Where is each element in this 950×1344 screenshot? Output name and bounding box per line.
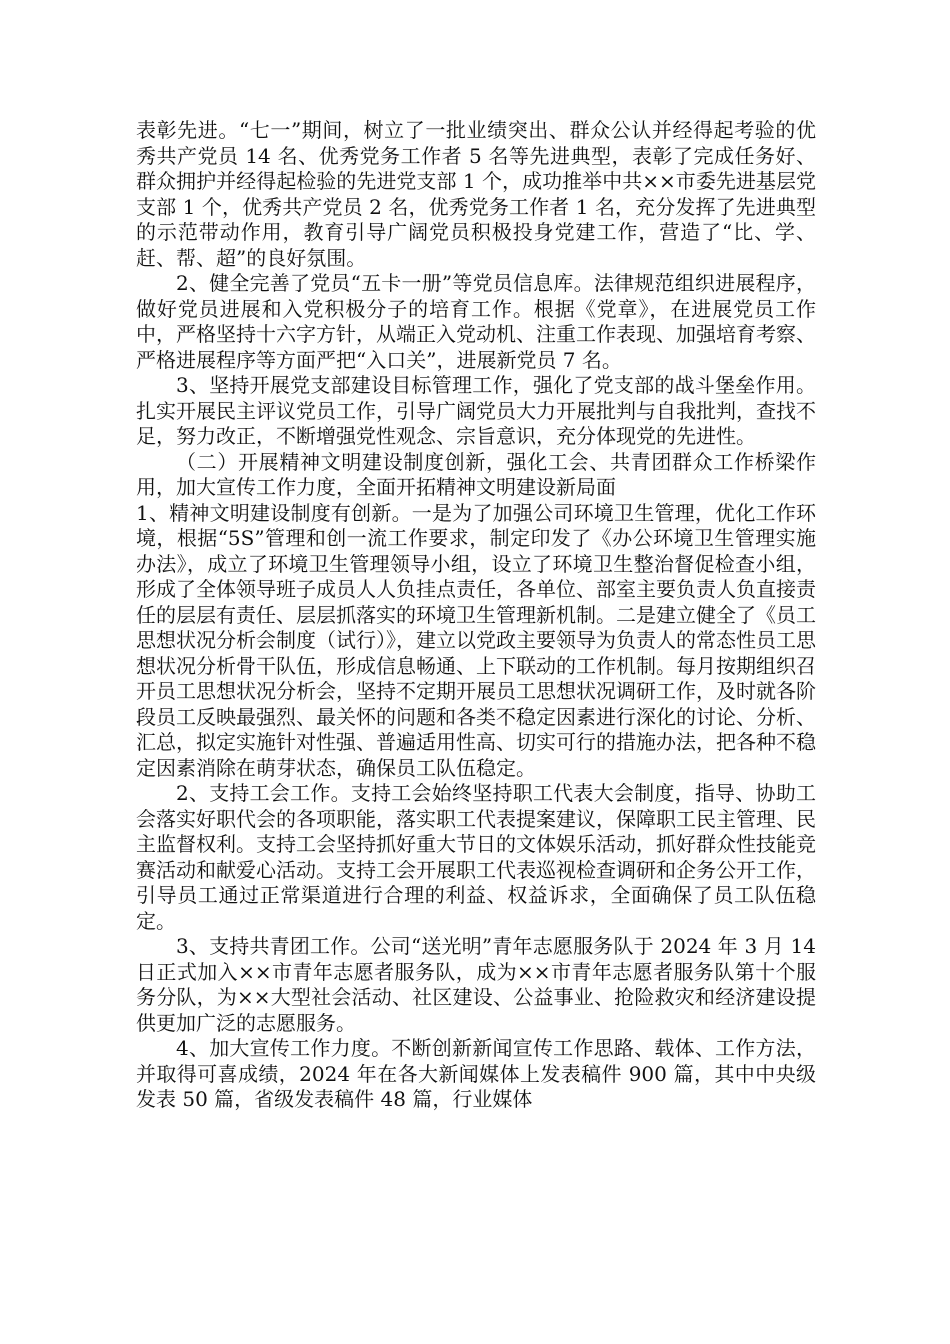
paragraph-member-database: 2、健全完善了党员“五卡一册”等党员信息库。法律规范组织进展程序，做好党员进展和入党积极分子的培育工作。根据《党章》，在进展党员工作中，严格坚持十六字方针，从端正入党动机、注重工作表现、加强培育考察、严格进展程序等方面严把“入口关”，进展新党员 7 名。: [136, 271, 816, 372]
paragraph-branch-management: 3、坚持开展党支部建设目标管理工作，强化了党支部的战斗堡垒作用。扎实开展民主评议党员工作，引导广阔党员大力开展批判与自我批判，查找不足，努力改正，不断增强党性观念、宗旨意识，充分体现党的先进性。: [136, 373, 816, 448]
paragraph-publicity-work: 4、加大宣传工作力度。不断创新新闻宣传工作思路、载体、工作方法，并取得可喜成绩，2024 年在各大新闻媒体上发表稿件 900 篇，其中中央级发表 50 篇，省级发表稿件 48 篇，行业媒体: [136, 1036, 816, 1111]
paragraph-union-support: 2、支持工会工作。支持工会始终坚持职工代表大会制度，指导、协助工会落实好职代会的各项职能，落实职工代表提案建议，保障职工民主管理、民主监督权利。支持工会坚持抓好重大节日的文体娱乐活动，抓好群众性技能竞赛活动和献爱心活动。支持工会开展职工代表巡视检查调研和企务公开工作，引导员工通过正常渠道进行合理的利益、权益诉求，全面确保了员工队伍稳定。: [136, 781, 816, 933]
paragraph-youth-league-support: 3、支持共青团工作。公司“送光明”青年志愿服务队于 2024 年 3 月 14 日正式加入××市青年志愿者服务队，成为××市青年志愿者服务队第十个服务分队，为××大型社会活动、社区建设、公益事业、抢险救灾和经济建设提供更加广泛的志愿服务。: [136, 934, 816, 1035]
section-heading-spiritual-civilization: （二）开展精神文明建设制度创新，强化工会、共青团群众工作桥梁作用，加大宣传工作力度，全面开拓精神文明建设新局面: [136, 449, 816, 499]
document-body: [136, 118, 816, 1113]
paragraph-system-innovation: 1、精神文明建设制度有创新。一是为了加强公司环境卫生管理，优化工作环境，根据“5S”管理和创一流工作要求，制定印发了《办公环境卫生管理实施办法》，成立了环境卫生管理领导小组，设立了环境卫生整治督促检查小组，形成了全体领导班子成员人人负挂点责任，各单位、部室主要负责人负直接责任的层层有责任、层层抓落实的环境卫生管理新机制。二是建立健全了《员工思想状况分析会制度（试行）》，建立以党政主要领导为负责人的常态性员工思想状况分析骨干队伍，形成信息畅通、上下联动的工作机制。每月按期组织召开员工思想状况分析会，坚持不定期开展员工思想状况调研工作，及时就各阶段员工反映最强烈、最关怀的问题和各类不稳定因素进行深化的讨论、分析、汇总，拟定实施针对性强、普遍适用性高、切实可行的措施办法，把各种不稳定因素消除在萌芽状态，确保员工队伍稳定。: [136, 500, 816, 780]
paragraph-commendation: 表彰先进。“七一”期间，树立了一批业绩突出、群众公认并经得起考验的优秀共产党员 14 名、优秀党务工作者 5 名等先进典型，表彰了完成任务好、群众拥护并经得起检验的先进党支部 1 个，成功推举中共××市委先进基层党支部 1 个，优秀共产党员 2 名，优秀党务工作者 1 名，充分发挥了先进典型的示范带动作用，教育引导广阔党员积极投身党建工作，营造了“比、学、赶、帮、超”的良好氛围。: [136, 118, 816, 270]
